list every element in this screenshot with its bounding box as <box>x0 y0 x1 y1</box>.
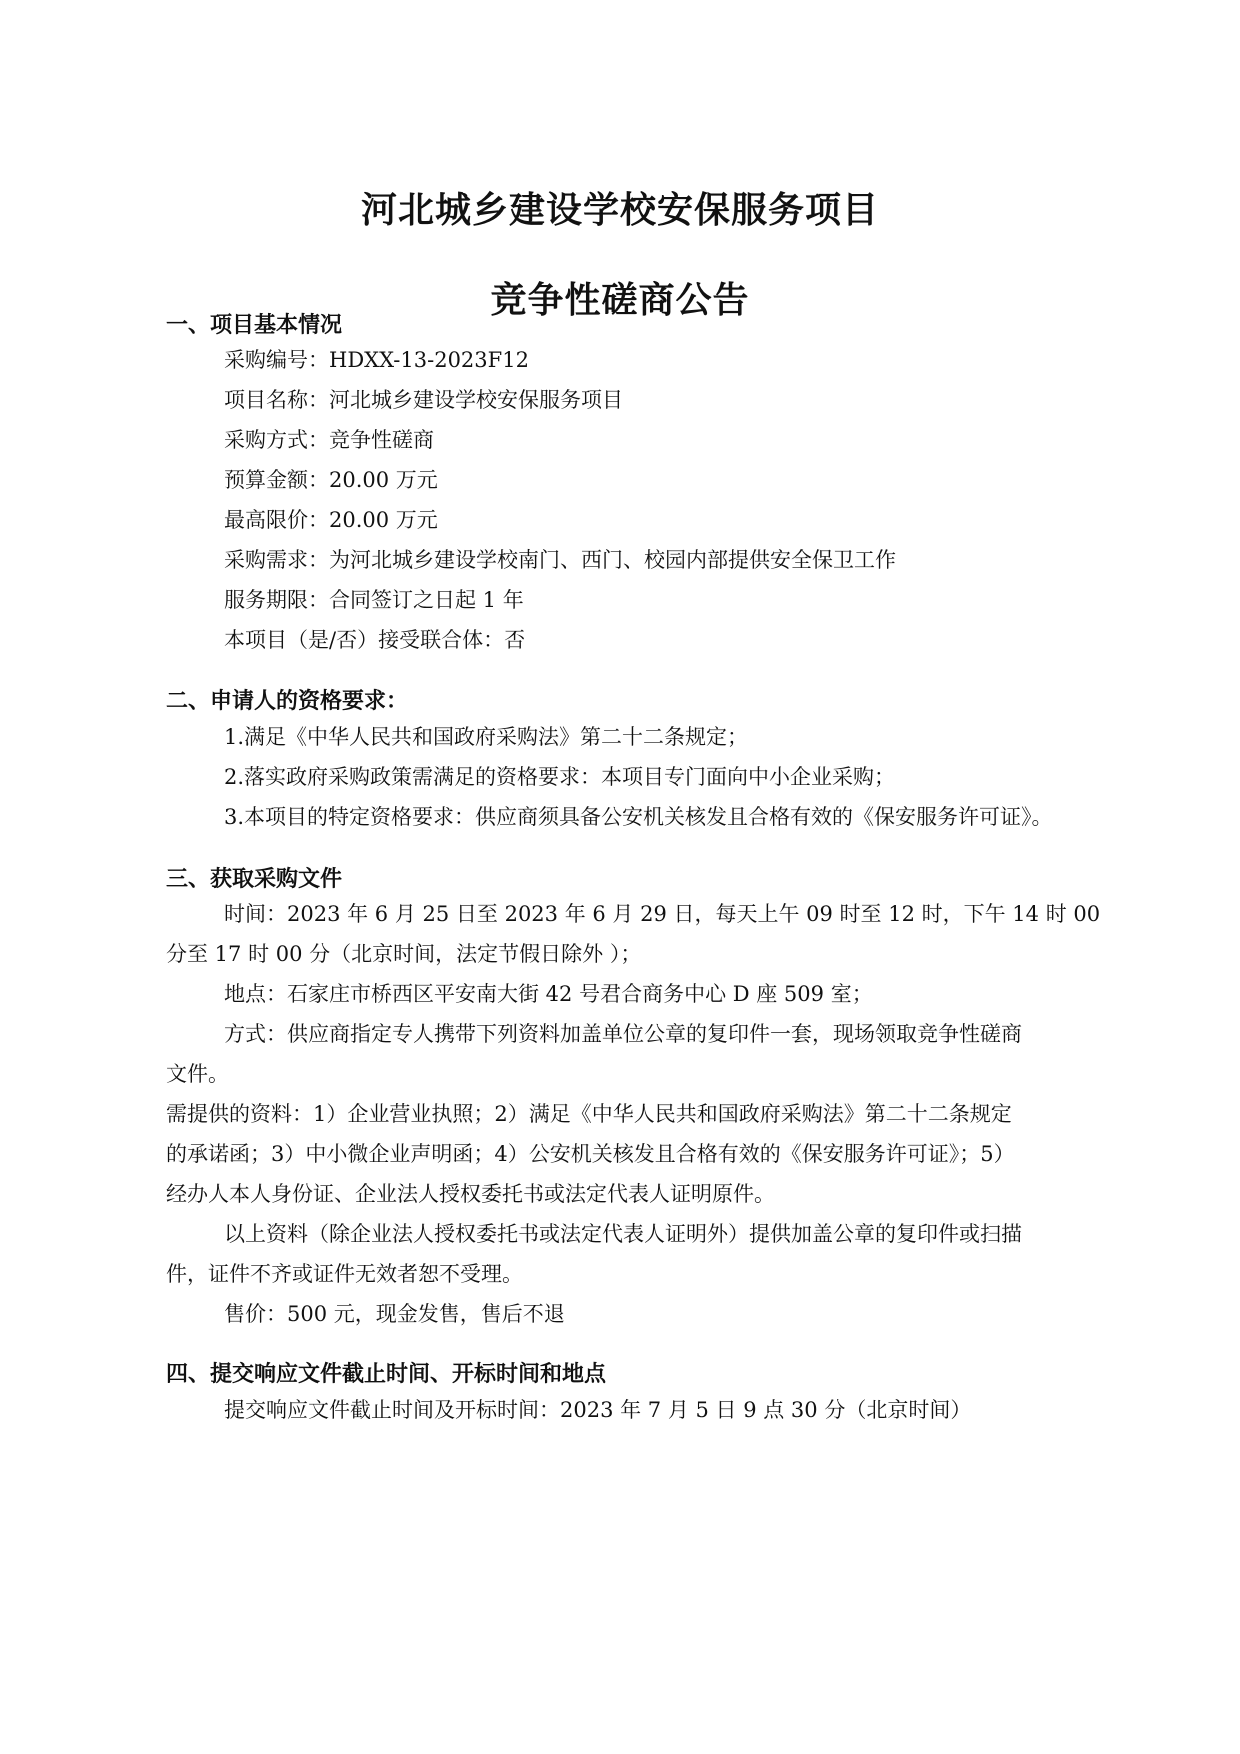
materials-note-line-2: 件，证件不齐或证件无效者恕不受理。 <box>166 1262 523 1286</box>
obtain-time-line-2: 分至 17 时 00 分（北京时间，法定节假日除外 ）； <box>166 942 642 966</box>
materials-note-line-1: 以上资料（除企业法人授权委托书或法定代表人证明外）提供加盖公章的复印件或扫描 <box>224 1222 1022 1246</box>
document-title: 河北城乡建设学校安保服务项目 <box>360 190 879 231</box>
budget-amount: 预算金额：20.00 万元 <box>224 468 438 492</box>
qualification-item-2: 2.落实政府采购政策需满足的资格要求：本项目专门面向中小企业采购； <box>224 765 896 789</box>
required-materials-line-2: 的承诺函；3）中小微企业声明函；4）公安机关核发且合格有效的《保安服务许可证》；5） <box>166 1142 1015 1166</box>
obtain-place: 地点：石家庄市桥西区平安南大街 42 号君合商务中心 D 座 509 室； <box>224 982 873 1006</box>
max-price: 最高限价：20.00 万元 <box>224 508 438 532</box>
document-subtitle: 竞争性磋商公告 <box>490 280 750 321</box>
document-price: 售价：500 元，现金发售，售后不退 <box>224 1302 565 1326</box>
obtain-time-line-1: 时间：2023 年 6 月 25 日至 2023 年 6 月 29 日，每天上午 09 时至 12 时，下午 14 时 00 <box>224 902 1101 926</box>
service-period: 服务期限：合同签订之日起 1 年 <box>224 588 524 612</box>
submission-deadline: 提交响应文件截止时间及开标时间：2023 年 7 月 5 日 9 点 30 分（北京时间） <box>224 1398 972 1422</box>
consortium-acceptance: 本项目（是/否）接受联合体：否 <box>224 628 526 652</box>
section-heading-qualifications: 二、申请人的资格要求： <box>166 689 409 714</box>
section-heading-deadline: 四、提交响应文件截止时间、开标时间和地点 <box>166 1362 607 1387</box>
procurement-requirement: 采购需求：为河北城乡建设学校南门、西门、校园内部提供安全保卫工作 <box>224 548 896 572</box>
project-name: 项目名称：河北城乡建设学校安保服务项目 <box>224 388 623 412</box>
qualification-item-3: 3.本项目的特定资格要求：供应商须具备公安机关核发且合格有效的《保安服务许可证》。 <box>224 805 1053 829</box>
required-materials-line-1: 需提供的资料：1）企业营业执照；2）满足《中华人民共和国政府采购法》第二十二条规定 <box>166 1102 1012 1126</box>
obtain-method-line-1: 方式：供应商指定专人携带下列资料加盖单位公章的复印件一套，现场领取竞争性磋商 <box>224 1022 1022 1046</box>
procurement-number: 采购编号：HDXX-13-2023F12 <box>224 348 529 372</box>
required-materials-line-3: 经办人本人身份证、企业法人授权委托书或法定代表人证明原件。 <box>166 1182 775 1206</box>
qualification-item-1: 1.满足《中华人民共和国政府采购法》第二十二条规定； <box>224 725 749 749</box>
section-heading-obtain-documents: 三、获取采购文件 <box>166 867 343 892</box>
section-heading-basic-info: 一、项目基本情况 <box>166 313 343 338</box>
procurement-method: 采购方式：竞争性磋商 <box>224 428 434 452</box>
obtain-method-line-2: 文件。 <box>166 1062 229 1086</box>
